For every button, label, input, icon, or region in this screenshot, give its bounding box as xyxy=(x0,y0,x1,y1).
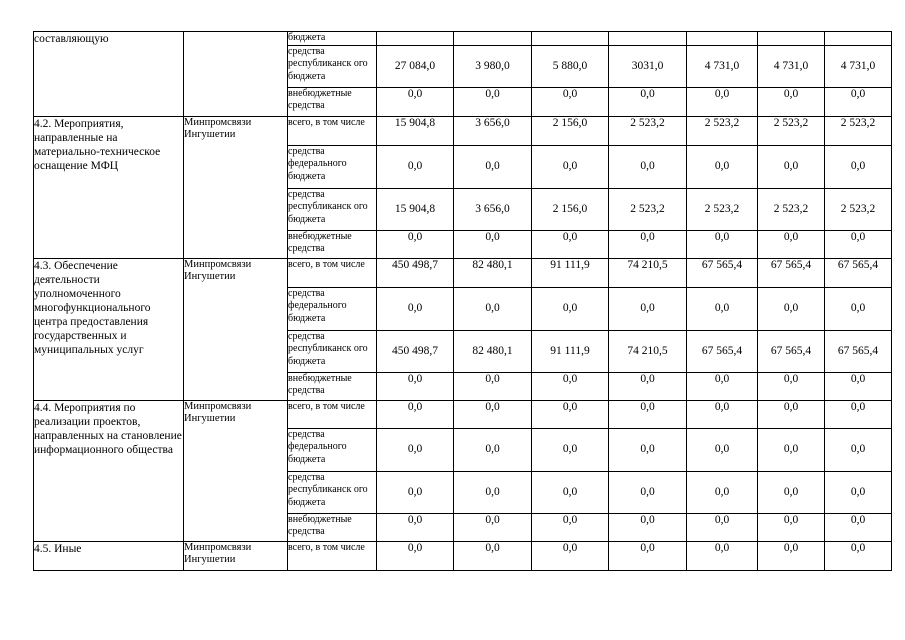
amount-cell: 0,0 xyxy=(454,145,532,188)
amount-cell: 0,0 xyxy=(687,428,758,471)
amount-cell xyxy=(377,32,454,46)
funding-source-cell: средства федерального бюджета xyxy=(288,428,377,471)
amount-cell: 2 523,2 xyxy=(825,188,892,230)
amount-cell: 0,0 xyxy=(532,372,609,400)
amount-cell: 2 523,2 xyxy=(758,188,825,230)
amount-cell: 0,0 xyxy=(532,400,609,428)
executor-cell: Минпромсвязи Ингушетии xyxy=(184,258,288,400)
amount-cell: 0,0 xyxy=(758,230,825,258)
funding-source-cell: средства республиканск ого бюджета xyxy=(288,471,377,513)
budget-table xyxy=(33,31,892,571)
amount-cell xyxy=(687,32,758,46)
amount-cell: 0,0 xyxy=(687,400,758,428)
amount-cell: 0,0 xyxy=(609,513,687,541)
amount-cell: 74 210,5 xyxy=(609,330,687,372)
amount-cell: 0,0 xyxy=(454,428,532,471)
amount-cell: 0,0 xyxy=(687,87,758,116)
amount-cell: 2 523,2 xyxy=(758,116,825,145)
amount-cell: 0,0 xyxy=(825,145,892,188)
amount-cell: 74 210,5 xyxy=(609,258,687,287)
amount-cell xyxy=(758,32,825,46)
amount-cell: 0,0 xyxy=(377,145,454,188)
amount-cell: 3031,0 xyxy=(609,45,687,87)
amount-cell: 27 084,0 xyxy=(377,45,454,87)
amount-cell: 0,0 xyxy=(758,372,825,400)
funding-source-cell: бюджета xyxy=(288,32,377,46)
funding-source-cell: всего, в том числе xyxy=(288,541,377,570)
amount-cell: 3 980,0 xyxy=(454,45,532,87)
amount-cell: 2 523,2 xyxy=(609,188,687,230)
amount-cell: 0,0 xyxy=(825,400,892,428)
funding-source-cell: средства республиканск ого бюджета xyxy=(288,188,377,230)
executor-cell: Минпромсвязи Ингушетии xyxy=(184,541,288,570)
amount-cell: 67 565,4 xyxy=(825,258,892,287)
amount-cell: 0,0 xyxy=(609,400,687,428)
amount-cell: 5 880,0 xyxy=(532,45,609,87)
executor-cell: Минпромсвязи Ингушетии xyxy=(184,400,288,541)
amount-cell: 2 156,0 xyxy=(532,188,609,230)
amount-cell: 0,0 xyxy=(454,87,532,116)
amount-cell: 0,0 xyxy=(532,230,609,258)
funding-source-cell: внебюджетные средства xyxy=(288,87,377,116)
amount-cell: 2 523,2 xyxy=(687,188,758,230)
amount-cell: 0,0 xyxy=(758,541,825,570)
amount-cell xyxy=(609,32,687,46)
amount-cell: 0,0 xyxy=(609,541,687,570)
amount-cell: 67 565,4 xyxy=(687,258,758,287)
amount-cell: 2 523,2 xyxy=(825,116,892,145)
amount-cell xyxy=(825,32,892,46)
activity-name-cell: 4.2. Мероприятия, направленные на материально-техническое оснащение МФЦ xyxy=(34,116,184,258)
table-row xyxy=(34,258,892,287)
amount-cell: 15 904,8 xyxy=(377,116,454,145)
amount-cell: 91 111,9 xyxy=(532,330,609,372)
amount-cell: 0,0 xyxy=(825,541,892,570)
funding-source-cell: средства федерального бюджета xyxy=(288,145,377,188)
executor-cell xyxy=(184,32,288,117)
amount-cell: 0,0 xyxy=(825,513,892,541)
amount-cell: 0,0 xyxy=(609,428,687,471)
amount-cell: 0,0 xyxy=(609,471,687,513)
amount-cell: 0,0 xyxy=(687,372,758,400)
funding-source-cell: средства республиканск ого бюджета xyxy=(288,330,377,372)
amount-cell: 0,0 xyxy=(377,513,454,541)
amount-cell: 0,0 xyxy=(532,471,609,513)
amount-cell xyxy=(532,32,609,46)
amount-cell: 67 565,4 xyxy=(687,330,758,372)
amount-cell: 67 565,4 xyxy=(758,258,825,287)
amount-cell: 0,0 xyxy=(377,230,454,258)
funding-source-cell: средства республиканск ого бюджета xyxy=(288,45,377,87)
amount-cell: 0,0 xyxy=(609,287,687,330)
amount-cell: 0,0 xyxy=(377,428,454,471)
amount-cell: 0,0 xyxy=(454,400,532,428)
amount-cell: 0,0 xyxy=(687,541,758,570)
table-row xyxy=(34,32,892,46)
amount-cell: 0,0 xyxy=(687,145,758,188)
executor-cell: Минпромсвязи Ингушетии xyxy=(184,116,288,258)
amount-cell: 0,0 xyxy=(532,513,609,541)
amount-cell: 0,0 xyxy=(377,87,454,116)
amount-cell: 91 111,9 xyxy=(532,258,609,287)
amount-cell: 0,0 xyxy=(454,541,532,570)
amount-cell: 0,0 xyxy=(758,428,825,471)
amount-cell: 0,0 xyxy=(687,287,758,330)
funding-source-cell: всего, в том числе xyxy=(288,258,377,287)
amount-cell: 0,0 xyxy=(377,287,454,330)
activity-name-cell: составляющую xyxy=(34,32,184,117)
funding-source-cell: внебюджетные средства xyxy=(288,372,377,400)
amount-cell: 82 480,1 xyxy=(454,330,532,372)
amount-cell: 0,0 xyxy=(825,428,892,471)
amount-cell: 0,0 xyxy=(454,372,532,400)
amount-cell: 3 656,0 xyxy=(454,188,532,230)
funding-source-cell: средства федерального бюджета xyxy=(288,287,377,330)
amount-cell: 0,0 xyxy=(454,471,532,513)
amount-cell: 0,0 xyxy=(758,287,825,330)
amount-cell: 0,0 xyxy=(532,428,609,471)
amount-cell: 0,0 xyxy=(454,230,532,258)
activity-name-cell: 4.3. Обеспечение деятельности уполномоченного многофункционального центра предоставления государственных и муниципальных услуг xyxy=(34,258,184,400)
table-row xyxy=(34,541,892,570)
amount-cell: 0,0 xyxy=(377,541,454,570)
amount-cell: 4 731,0 xyxy=(687,45,758,87)
amount-cell: 0,0 xyxy=(532,87,609,116)
amount-cell xyxy=(454,32,532,46)
amount-cell: 0,0 xyxy=(825,287,892,330)
amount-cell: 67 565,4 xyxy=(825,330,892,372)
funding-source-cell: внебюджетные средства xyxy=(288,513,377,541)
amount-cell: 0,0 xyxy=(687,471,758,513)
funding-source-cell: внебюджетные средства xyxy=(288,230,377,258)
amount-cell: 0,0 xyxy=(454,287,532,330)
amount-cell: 0,0 xyxy=(758,471,825,513)
amount-cell: 0,0 xyxy=(609,145,687,188)
amount-cell: 0,0 xyxy=(532,541,609,570)
amount-cell: 450 498,7 xyxy=(377,330,454,372)
amount-cell: 0,0 xyxy=(687,230,758,258)
amount-cell: 4 731,0 xyxy=(758,45,825,87)
amount-cell: 67 565,4 xyxy=(758,330,825,372)
activity-name-cell: 4.4. Мероприятия по реализации проектов, направленных на становление информационного общества xyxy=(34,400,184,541)
amount-cell: 0,0 xyxy=(532,287,609,330)
table-body xyxy=(34,32,892,571)
amount-cell: 0,0 xyxy=(825,471,892,513)
amount-cell: 0,0 xyxy=(758,513,825,541)
amount-cell: 15 904,8 xyxy=(377,188,454,230)
table-row xyxy=(34,116,892,145)
amount-cell: 2 156,0 xyxy=(532,116,609,145)
activity-name-cell: 4.5. Иные xyxy=(34,541,184,570)
amount-cell: 0,0 xyxy=(825,372,892,400)
amount-cell: 0,0 xyxy=(687,513,758,541)
funding-source-cell: всего, в том числе xyxy=(288,400,377,428)
amount-cell: 0,0 xyxy=(825,230,892,258)
amount-cell: 0,0 xyxy=(758,87,825,116)
amount-cell: 450 498,7 xyxy=(377,258,454,287)
funding-source-cell: всего, в том числе xyxy=(288,116,377,145)
amount-cell: 82 480,1 xyxy=(454,258,532,287)
amount-cell: 0,0 xyxy=(758,145,825,188)
amount-cell: 0,0 xyxy=(377,372,454,400)
amount-cell: 2 523,2 xyxy=(609,116,687,145)
amount-cell: 2 523,2 xyxy=(687,116,758,145)
amount-cell: 0,0 xyxy=(825,87,892,116)
amount-cell: 0,0 xyxy=(454,513,532,541)
amount-cell: 0,0 xyxy=(758,400,825,428)
amount-cell: 4 731,0 xyxy=(825,45,892,87)
amount-cell: 0,0 xyxy=(609,372,687,400)
amount-cell: 0,0 xyxy=(377,400,454,428)
amount-cell: 0,0 xyxy=(377,471,454,513)
amount-cell: 3 656,0 xyxy=(454,116,532,145)
amount-cell: 0,0 xyxy=(532,145,609,188)
table-row xyxy=(34,400,892,428)
amount-cell: 0,0 xyxy=(609,230,687,258)
amount-cell: 0,0 xyxy=(609,87,687,116)
